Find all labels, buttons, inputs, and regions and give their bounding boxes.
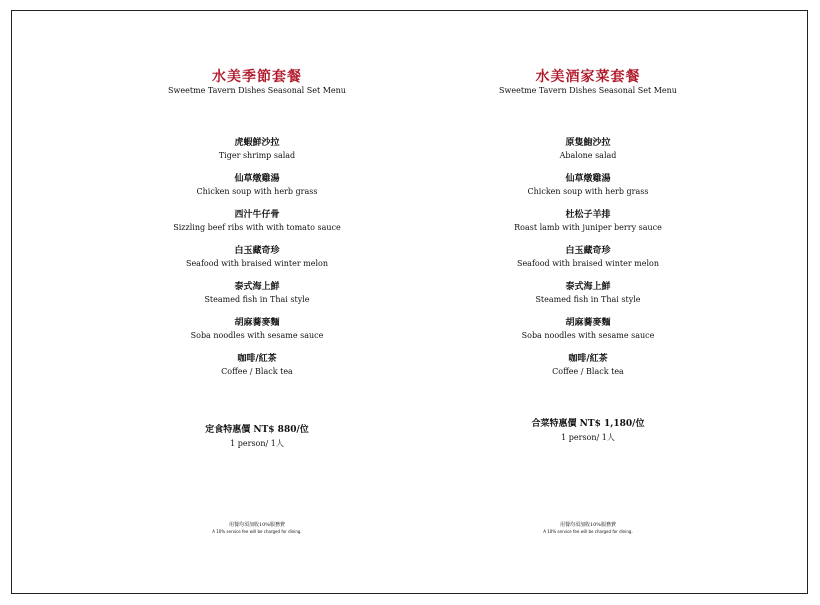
dish-name-en: Steamed fish in Thai style bbox=[535, 295, 641, 304]
dish-name-zh: 白玉藏奇珍 bbox=[565, 246, 611, 256]
dish-name-en: Roast lamb with juniper berry sauce bbox=[514, 223, 662, 232]
serving-size: 1 person/ 1人 bbox=[561, 433, 615, 442]
dish-item bbox=[408, 137, 768, 161]
dish-name-zh: 仙草燉雞湯 bbox=[234, 174, 280, 184]
dish-item bbox=[408, 317, 768, 341]
dish-name-en: Steamed fish in Thai style bbox=[204, 295, 310, 304]
dish-item bbox=[408, 173, 768, 197]
dish-name-en: Chicken soup with herb grass bbox=[196, 187, 318, 196]
dish-name-zh: 白玉藏奇珍 bbox=[234, 246, 280, 256]
dish-name-zh: 泰式海上鮮 bbox=[234, 282, 280, 292]
dish-item bbox=[77, 245, 437, 269]
dish-item bbox=[408, 353, 768, 377]
dish-item bbox=[77, 173, 437, 197]
dish-name-zh: 咖啡/紅茶 bbox=[237, 354, 277, 364]
menu-title-zh: 水美季節套餐 bbox=[212, 69, 302, 85]
dish-item bbox=[408, 209, 768, 233]
dish-name-en: Chicken soup with herb grass bbox=[527, 187, 649, 196]
dish-name-zh: 仙草燉雞湯 bbox=[565, 174, 611, 184]
dish-name-zh: 咖啡/紅茶 bbox=[568, 354, 608, 364]
dish-name-en: Abalone salad bbox=[559, 151, 617, 160]
dish-name-zh: 虎蝦鮮沙拉 bbox=[234, 138, 280, 148]
dish-name-zh: 泰式海上鮮 bbox=[565, 282, 611, 292]
dish-name-en: Soba noodles with sesame sauce bbox=[521, 331, 655, 340]
dish-item bbox=[77, 317, 437, 341]
dish-item bbox=[408, 281, 768, 305]
dish-name-zh: 原隻鮑沙拉 bbox=[565, 138, 611, 148]
dish-item bbox=[408, 245, 768, 269]
service-fee-note-zh: 用餐均須加收10%服務費 bbox=[228, 522, 286, 528]
dish-name-en: Coffee / Black tea bbox=[552, 367, 624, 376]
service-fee-note-zh: 用餐均須加收10%服務費 bbox=[559, 522, 617, 528]
dish-name-en: Sizzling beef ribs with with tomato sauce bbox=[173, 223, 341, 232]
dish-name-zh: 胡麻蕎麥麵 bbox=[234, 318, 280, 328]
service-fee-note-en: A 10% service fee will be charged for dining. bbox=[543, 529, 633, 534]
set-price: 合菜特惠價 NT$ 1,180/位 bbox=[531, 419, 645, 429]
menu-title-en: Sweetme Tavern Dishes Seasonal Set Menu bbox=[168, 86, 346, 95]
service-fee-note-en: A 10% service fee will be charged for dining. bbox=[212, 529, 302, 534]
dish-name-en: Seafood with braised winter melon bbox=[185, 259, 329, 268]
set-price: 定食特惠價 NT$ 880/位 bbox=[205, 425, 309, 435]
dish-name-en: Seafood with braised winter melon bbox=[516, 259, 660, 268]
serving-size: 1 person/ 1人 bbox=[230, 439, 284, 448]
dish-name-zh: 胡麻蕎麥麵 bbox=[565, 318, 611, 328]
dish-item bbox=[77, 209, 437, 233]
dish-item bbox=[77, 281, 437, 305]
menu-title-en: Sweetme Tavern Dishes Seasonal Set Menu bbox=[499, 86, 677, 95]
dish-name-zh: 杜松子羊排 bbox=[565, 210, 611, 220]
dish-item bbox=[77, 137, 437, 161]
menu-title-zh: 水美酒家菜套餐 bbox=[535, 69, 641, 85]
dish-name-en: Tiger shrimp salad bbox=[218, 151, 296, 160]
dish-name-zh: 西汁牛仔骨 bbox=[234, 210, 280, 220]
dish-name-en: Coffee / Black tea bbox=[221, 367, 293, 376]
dish-name-en: Soba noodles with sesame sauce bbox=[190, 331, 324, 340]
dish-item bbox=[77, 353, 437, 377]
